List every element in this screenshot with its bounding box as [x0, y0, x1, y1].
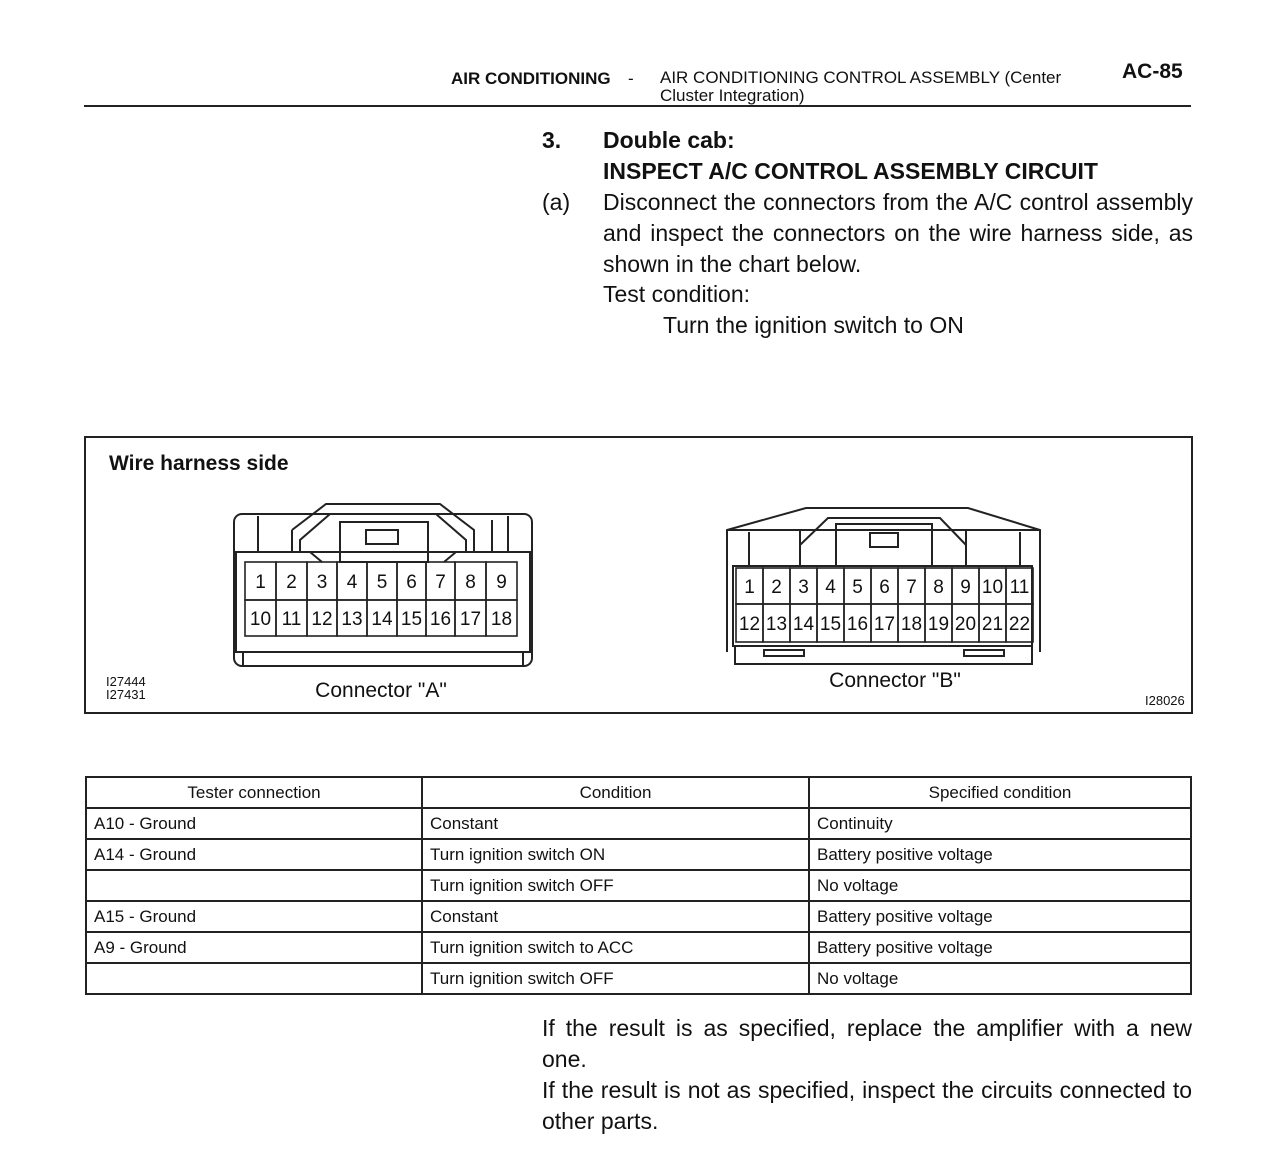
- pin-number: 13: [341, 609, 363, 630]
- cell-condition: Turn ignition switch ON: [422, 839, 809, 870]
- pin-number: 16: [846, 614, 869, 635]
- figure-ref-a2: I27431: [106, 687, 146, 702]
- header-separator: -: [628, 69, 634, 88]
- pin-number: 10: [249, 609, 272, 630]
- header-title: AIR CONDITIONING CONTROL ASSEMBLY (Center Cluster Integration): [660, 68, 1062, 105]
- step-title-line2: INSPECT A/C CONTROL ASSEMBLY CIRCUIT: [603, 158, 1098, 184]
- cell-condition: Turn ignition switch OFF: [422, 870, 809, 901]
- pin-number: 15: [819, 614, 842, 635]
- test-condition-label: Test condition:: [603, 281, 751, 307]
- pin-number: 20: [954, 614, 977, 635]
- pin-number: 12: [311, 609, 333, 630]
- cell-tester: A14 - Ground: [86, 839, 422, 870]
- pin-number: 16: [429, 609, 452, 630]
- pin-number: 11: [281, 609, 302, 630]
- instruction-text: Disconnect the connectors from the A/C control assembly and inspect the connectors on the wire harness side, as shown in the chart below.: [603, 189, 1193, 277]
- step-title-line1: Double cab:: [603, 127, 735, 153]
- cell-tester: [86, 870, 422, 901]
- cell-tester: A10 - Ground: [86, 808, 422, 839]
- pin-number: 4: [825, 577, 836, 598]
- result-ng: If the result is not as specified, inspect the circuits connected to other parts.: [542, 1077, 1192, 1134]
- pin-number: 14: [792, 614, 815, 635]
- pin-number: 6: [879, 577, 890, 598]
- pin-number: 7: [435, 572, 446, 593]
- sub-step-label: (a): [542, 189, 571, 215]
- table-header-row: [86, 777, 1191, 808]
- pin-number: 21: [981, 614, 1004, 635]
- pin-number: 8: [933, 577, 944, 598]
- cell-specified: Continuity: [809, 808, 1191, 839]
- result-ok: If the result is as specified, replace the amplifier with a new one.: [542, 1015, 1192, 1072]
- pin-number: 5: [852, 577, 863, 598]
- pin-number: 6: [406, 572, 417, 593]
- pin-number: 13: [765, 614, 788, 635]
- pin-number: 2: [771, 577, 782, 598]
- pin-number: 14: [371, 609, 393, 630]
- cell-specified: No voltage: [809, 870, 1191, 901]
- header-condition: Condition: [422, 777, 809, 808]
- cell-specified: Battery positive voltage: [809, 932, 1191, 963]
- pin-number: 18: [900, 614, 923, 635]
- connector-b-cells: [736, 568, 1033, 642]
- pin-number: 5: [376, 572, 388, 593]
- pin-number: 18: [490, 609, 513, 630]
- table-row: [86, 932, 1191, 963]
- table-row: [86, 808, 1191, 839]
- figure-ref-a1: I27444: [106, 674, 146, 689]
- cell-condition: Constant: [422, 901, 809, 932]
- pin-number: 8: [465, 572, 476, 593]
- pin-number: 1: [255, 572, 266, 593]
- header-tester-connection: Tester connection: [86, 777, 422, 808]
- pin-number: 22: [1008, 614, 1031, 635]
- cell-condition: Turn ignition switch OFF: [422, 963, 809, 994]
- pin-number: 7: [906, 577, 917, 598]
- pin-number: 17: [873, 614, 896, 635]
- cell-specified: No voltage: [809, 963, 1191, 994]
- figure-title: Wire harness side: [109, 452, 289, 475]
- pin-number: 15: [400, 609, 423, 630]
- pin-number: 19: [927, 614, 950, 635]
- result-text: [542, 1013, 1192, 1137]
- connector-a-label: Connector "A": [315, 679, 447, 702]
- cell-condition: Constant: [422, 808, 809, 839]
- header-section: AIR CONDITIONING: [451, 69, 611, 88]
- table-row: [86, 901, 1191, 932]
- cell-tester: [86, 963, 422, 994]
- cell-condition: Turn ignition switch to ACC: [422, 932, 809, 963]
- cell-specified: Battery positive voltage: [809, 901, 1191, 932]
- pin-number: 11: [1009, 577, 1030, 598]
- pin-number: 10: [981, 577, 1004, 598]
- page-number: AC-85: [1122, 60, 1183, 83]
- pin-number: 12: [738, 614, 761, 635]
- header-specified-condition: Specified condition: [809, 777, 1191, 808]
- pin-number: 9: [960, 577, 971, 598]
- pin-number: 3: [316, 572, 328, 593]
- pin-number: 17: [459, 609, 482, 630]
- cell-specified: Battery positive voltage: [809, 839, 1191, 870]
- pin-number: 2: [286, 572, 297, 593]
- cell-tester: A15 - Ground: [86, 901, 422, 932]
- connector-a-cells: [245, 562, 517, 636]
- pin-number: 1: [744, 577, 755, 598]
- pin-number: 4: [346, 572, 358, 593]
- figure-ref-b: I28026: [1145, 693, 1185, 708]
- test-condition-value: Turn the ignition switch to ON: [663, 312, 964, 338]
- table-row: [86, 963, 1191, 994]
- inspection-table: [85, 776, 1192, 995]
- step-number: 3.: [542, 127, 562, 153]
- connector-b-label: Connector "B": [829, 669, 961, 692]
- cell-tester: A9 - Ground: [86, 932, 422, 963]
- table-row: [86, 839, 1191, 870]
- pin-number: 3: [798, 577, 809, 598]
- table-row: [86, 870, 1191, 901]
- pin-number: 9: [496, 572, 507, 593]
